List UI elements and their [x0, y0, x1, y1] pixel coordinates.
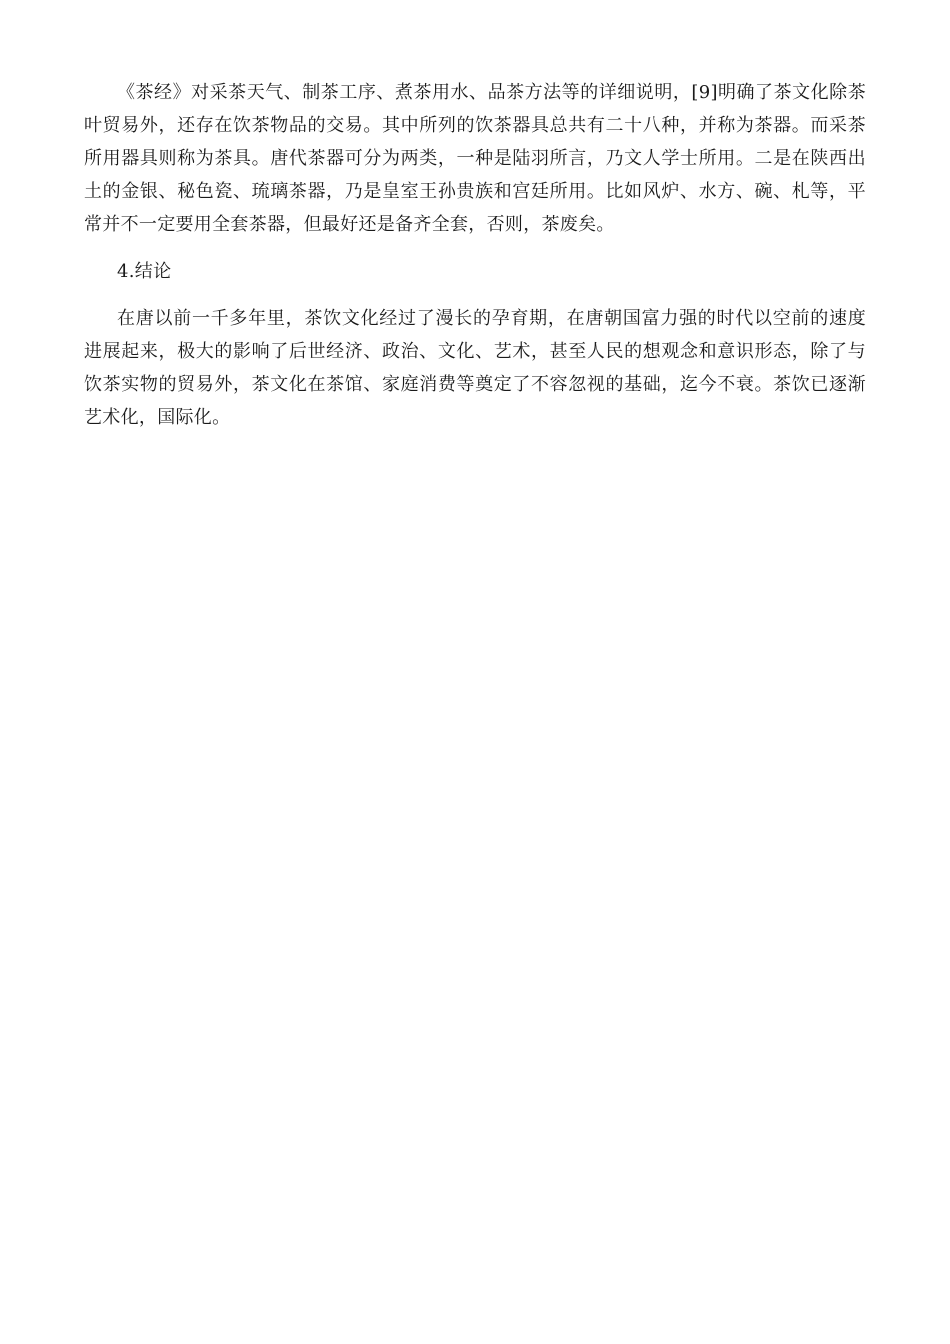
- section-heading-conclusion: 4.结论: [117, 261, 172, 282]
- body-paragraph-tea-classic: 《茶经》对采茶天气、制茶工序、煮茶用水、品茶方法等的详细说明，[9]明确了茶文化除茶叶贸易外，还存在饮茶物品的交易。其中所列的饮茶器具总共有二十八种，并称为茶器。而采茶所用器具则称为茶具。唐代茶器可分为两类，一种是陆羽所言，乃文人学士所用。二是在陕西出土的金银、秘色瓷、琉璃茶器，乃是皇室王孙贵族和宫廷所用。比如风炉、水方、碗、札等，平常并不一定要用全套茶器，但最好还是备齐全套，否则，茶废矣。: [84, 82, 866, 235]
- document-body: [84, 76, 866, 434]
- body-paragraph-conclusion: 在唐以前一千多年里，茶饮文化经过了漫长的孕育期，在唐朝国富力强的时代以空前的速度进展起来，极大的影响了后世经济、政治、文化、艺术，甚至人民的想观念和意识形态，除了与饮茶实物的贸易外，茶文化在茶馆、家庭消费等奠定了不容忽视的基础，迄今不衰。茶饮已逐渐艺术化，国际化。: [84, 308, 866, 428]
